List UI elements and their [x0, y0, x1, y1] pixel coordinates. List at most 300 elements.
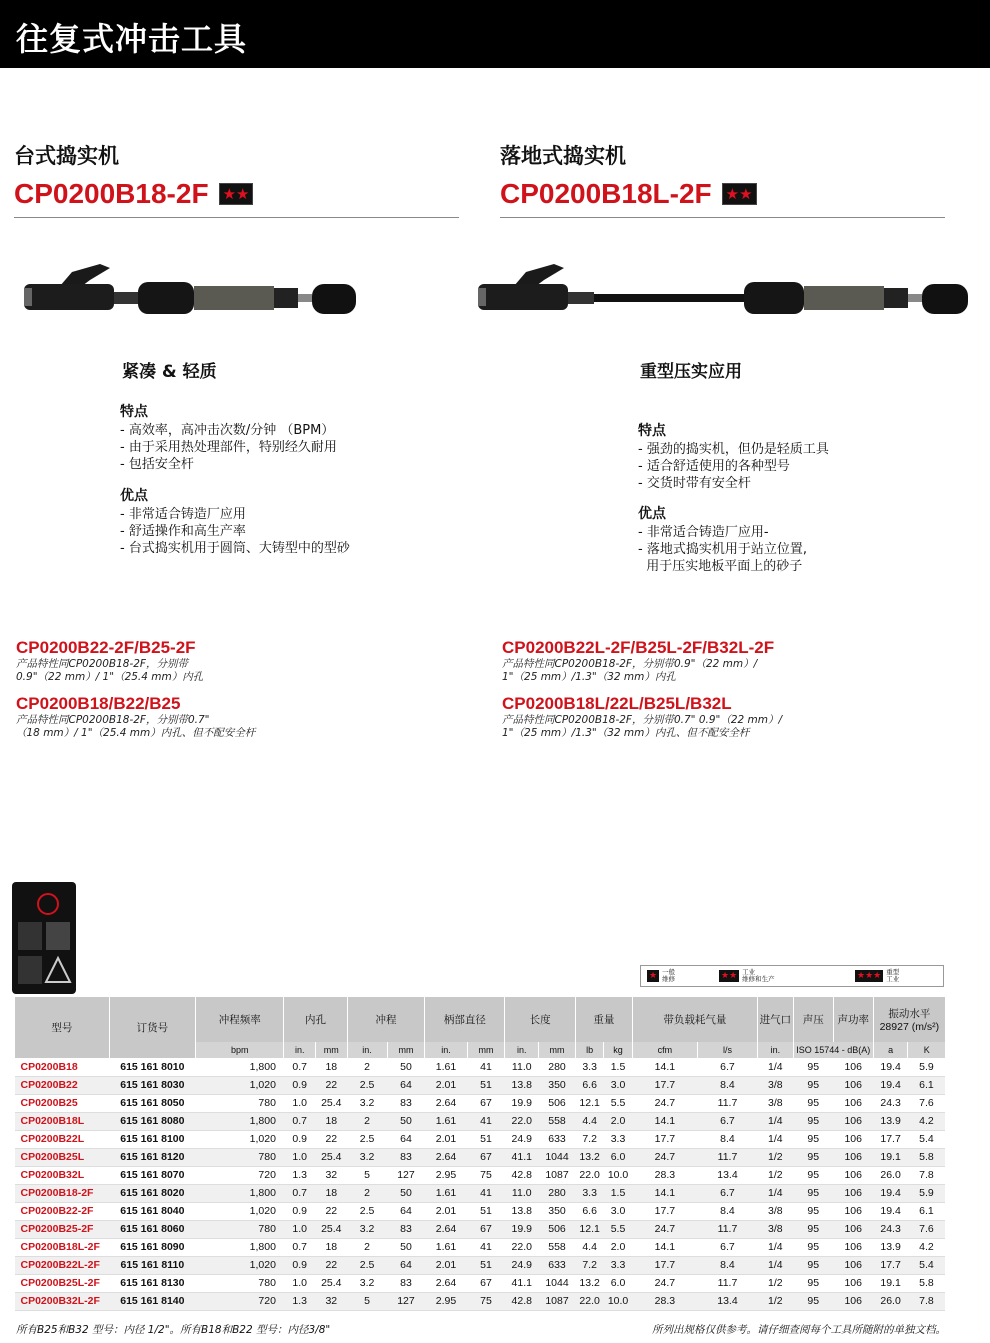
table-cell: 7.6	[908, 1094, 945, 1112]
right-advantage-item: - 落地式捣实机用于站立位置,	[638, 542, 807, 557]
table-cell: 3.0	[604, 1202, 632, 1220]
table-cell: 0.9	[284, 1076, 316, 1094]
table-cell: 13.9	[873, 1238, 908, 1256]
table-cell: 6.7	[697, 1112, 757, 1130]
table-row	[15, 1148, 946, 1166]
table-cell: 2	[347, 1112, 387, 1130]
table-cell: 2	[347, 1058, 387, 1076]
table-cell: 7.6	[908, 1220, 945, 1238]
table-cell: 2.95	[425, 1166, 467, 1184]
table-cell: 7.8	[908, 1166, 945, 1184]
table-cell: 64	[387, 1202, 425, 1220]
col-header: 冲程	[347, 997, 425, 1042]
left-tagline: 紧凑 & 轻质	[122, 362, 217, 382]
table-cell: 2.95	[425, 1292, 467, 1310]
table-cell: 1,020	[196, 1256, 284, 1274]
table-cell: 95	[793, 1274, 833, 1292]
table-cell: 1,800	[196, 1112, 284, 1130]
table-cell: 1/2	[757, 1166, 793, 1184]
table-cell: 13.8	[505, 1202, 539, 1220]
table-cell: 19.4	[873, 1058, 908, 1076]
star-icon: ★	[739, 184, 753, 203]
left-variant-name: CP0200B18/B22/B25	[16, 694, 181, 713]
table-cell: 350	[539, 1202, 576, 1220]
table-cell: 127	[387, 1166, 425, 1184]
table-cell: 1,020	[196, 1202, 284, 1220]
table-cell: 2.5	[347, 1076, 387, 1094]
table-cell: 3.3	[604, 1130, 632, 1148]
table-cell: 280	[539, 1058, 576, 1076]
table-cell: 22	[316, 1130, 348, 1148]
table-cell: 41	[467, 1184, 505, 1202]
table-cell: 1,800	[196, 1058, 284, 1076]
unit: in.	[425, 1042, 467, 1058]
table-cell: 1/2	[757, 1274, 793, 1292]
table-cell: 14.1	[632, 1058, 697, 1076]
table-cell: 6.6	[575, 1076, 603, 1094]
table-cell: 95	[793, 1130, 833, 1148]
table-cell: 3.3	[604, 1256, 632, 1274]
unit: cfm	[632, 1042, 697, 1058]
table-cell: 1,020	[196, 1076, 284, 1094]
table-cell: 95	[793, 1058, 833, 1076]
table-cell: 780	[196, 1274, 284, 1292]
right-feature-item: - 适合舒适使用的各种型号	[638, 459, 790, 474]
table-cell: 50	[387, 1112, 425, 1130]
col-header: 内孔	[284, 997, 347, 1042]
table-cell: 558	[539, 1238, 576, 1256]
table-cell: 633	[539, 1256, 576, 1274]
table-cell: 22.0	[575, 1166, 603, 1184]
cell-model: CP0200B25	[15, 1094, 110, 1112]
table-cell: 18	[316, 1184, 348, 1202]
table-row	[15, 1130, 946, 1148]
footer-note-left: 所有B25和B32 型号：内径 1/2"。所有B18和B22 型号：内径3/8"	[16, 1324, 331, 1336]
table-cell: 64	[387, 1076, 425, 1094]
table-cell: 506	[539, 1220, 576, 1238]
table-cell: 280	[539, 1184, 576, 1202]
table-cell: 18	[316, 1112, 348, 1130]
left-stars	[219, 183, 254, 205]
product-info-badge-icon	[12, 882, 76, 994]
left-feature-item: - 包括安全杆	[120, 457, 194, 472]
table-cell: 6.1	[908, 1076, 945, 1094]
table-row	[15, 1220, 946, 1238]
table-cell: 2.64	[425, 1094, 467, 1112]
table-cell: 3/8	[757, 1220, 793, 1238]
table-cell: 0.7	[284, 1184, 316, 1202]
footer-note-right: 所列出规格仅供参考。请仔细查阅每个工具所随附的单独文档。	[652, 1324, 946, 1336]
table-cell: 1/4	[757, 1238, 793, 1256]
table-cell: 12.1	[575, 1220, 603, 1238]
table-cell: 24.3	[873, 1220, 908, 1238]
table-cell: 14.1	[632, 1112, 697, 1130]
table-cell: 24.7	[632, 1148, 697, 1166]
star-legend	[640, 965, 944, 987]
table-cell: 1.61	[425, 1184, 467, 1202]
table-cell: 11.7	[697, 1148, 757, 1166]
star-icon: ★	[873, 971, 882, 981]
legend-item	[719, 969, 775, 983]
table-cell: 41	[467, 1058, 505, 1076]
table-cell: 106	[833, 1094, 873, 1112]
left-features-heading: 特点	[120, 404, 148, 420]
table-cell: 106	[833, 1184, 873, 1202]
table-cell: 4.4	[575, 1112, 603, 1130]
table-cell: 2.5	[347, 1202, 387, 1220]
table-cell: 127	[387, 1292, 425, 1310]
vib-sub: 28927 (m/s²)	[879, 1021, 940, 1033]
cell-model: CP0200B22L-2F	[15, 1256, 110, 1274]
table-cell: 3.0	[604, 1076, 632, 1094]
table-cell: 95	[793, 1220, 833, 1238]
left-advantage-item: - 舒适操作和高生产率	[120, 524, 246, 539]
table-cell: 1,020	[196, 1130, 284, 1148]
table-cell: 51	[467, 1256, 505, 1274]
star-icon: ★	[649, 971, 658, 981]
cell-order-no: 615 161 8100	[109, 1130, 195, 1148]
table-cell: 4.2	[908, 1112, 945, 1130]
legend-stars	[719, 970, 739, 982]
table-cell: 106	[833, 1202, 873, 1220]
table-cell: 17.7	[632, 1202, 697, 1220]
table-row	[15, 1058, 946, 1076]
table-cell: 95	[793, 1256, 833, 1274]
table-cell: 51	[467, 1130, 505, 1148]
table-cell: 67	[467, 1220, 505, 1238]
legend-item	[855, 969, 899, 983]
table-cell: 0.7	[284, 1058, 316, 1076]
table-cell: 5	[347, 1166, 387, 1184]
table-cell: 106	[833, 1220, 873, 1238]
table-cell: 1/4	[757, 1058, 793, 1076]
table-cell: 1.0	[284, 1274, 316, 1292]
table-cell: 11.7	[697, 1274, 757, 1292]
table-cell: 67	[467, 1274, 505, 1292]
cell-model: CP0200B22	[15, 1076, 110, 1094]
table-cell: 106	[833, 1076, 873, 1094]
table-cell: 83	[387, 1220, 425, 1238]
right-variant-name: CP0200B22L-2F/B25L-2F/B32L-2F	[502, 638, 775, 657]
table-cell: 1.61	[425, 1112, 467, 1130]
table-cell: 25.4	[316, 1094, 348, 1112]
table-cell: 17.7	[873, 1256, 908, 1274]
table-cell: 22.0	[505, 1112, 539, 1130]
table-cell: 95	[793, 1184, 833, 1202]
table-cell: 3.2	[347, 1094, 387, 1112]
unit: ISO 15744 - dB(A)	[793, 1042, 873, 1058]
cell-order-no: 615 161 8030	[109, 1076, 195, 1094]
table-cell: 41	[467, 1238, 505, 1256]
table-cell: 6.0	[604, 1274, 632, 1292]
unit: l/s	[697, 1042, 757, 1058]
right-model-name: CP0200B18L-2F	[500, 177, 712, 209]
table-cell: 7.8	[908, 1292, 945, 1310]
cell-model: CP0200B18L	[15, 1112, 110, 1130]
cell-model: CP0200B25L-2F	[15, 1274, 110, 1292]
table-cell: 720	[196, 1292, 284, 1310]
table-cell: 13.8	[505, 1076, 539, 1094]
table-cell: 0.9	[284, 1202, 316, 1220]
table-cell: 11.0	[505, 1184, 539, 1202]
table-cell: 2.64	[425, 1274, 467, 1292]
table-cell: 19.1	[873, 1148, 908, 1166]
table-cell: 13.4	[697, 1292, 757, 1310]
cell-model: CP0200B25-2F	[15, 1220, 110, 1238]
table-cell: 1.3	[284, 1166, 316, 1184]
cell-order-no: 615 161 8110	[109, 1256, 195, 1274]
table-cell: 5.9	[908, 1058, 945, 1076]
table-cell: 3.3	[575, 1184, 603, 1202]
table-cell: 1.3	[284, 1292, 316, 1310]
left-feature-item: - 由于采用热处理部件，特别经久耐用	[120, 440, 337, 455]
col-header: 声功率	[833, 997, 873, 1042]
legend-line: 维修和生产	[742, 975, 775, 983]
star-icon: ★	[857, 971, 866, 981]
table-cell: 0.9	[284, 1256, 316, 1274]
table-cell: 24.9	[505, 1256, 539, 1274]
table-cell: 95	[793, 1148, 833, 1166]
unit: K	[908, 1042, 945, 1058]
col-header: 型号	[15, 997, 110, 1058]
table-cell: 17.7	[632, 1256, 697, 1274]
table-cell: 42.8	[505, 1292, 539, 1310]
table-row	[15, 1202, 946, 1220]
table-cell: 83	[387, 1148, 425, 1166]
cell-model: CP0200B18L-2F	[15, 1238, 110, 1256]
table-cell: 106	[833, 1274, 873, 1292]
legend-item	[647, 969, 675, 983]
col-header	[873, 997, 945, 1042]
left-variant	[16, 638, 203, 684]
cell-order-no: 615 161 8120	[109, 1148, 195, 1166]
table-cell: 106	[833, 1256, 873, 1274]
table-cell: 106	[833, 1148, 873, 1166]
table-cell: 64	[387, 1130, 425, 1148]
table-cell: 0.7	[284, 1112, 316, 1130]
right-advantages-heading: 优点	[638, 506, 666, 522]
table-cell: 2.0	[604, 1112, 632, 1130]
unit: mm	[467, 1042, 505, 1058]
col-header: 声压	[793, 997, 833, 1042]
table-cell: 1.61	[425, 1058, 467, 1076]
left-category: 台式捣实机	[14, 144, 119, 168]
table-cell: 2.64	[425, 1148, 467, 1166]
table-cell: 3.2	[347, 1274, 387, 1292]
cell-model: CP0200B25L	[15, 1148, 110, 1166]
table-cell: 3/8	[757, 1094, 793, 1112]
right-advantage-item: - 非常适合铸造厂应用-	[638, 525, 769, 540]
legend-line: 一般	[662, 968, 676, 976]
right-tagline: 重型压实应用	[640, 362, 742, 382]
table-cell: 67	[467, 1148, 505, 1166]
right-feature-item: - 强劲的捣实机，但仍是轻质工具	[638, 442, 829, 457]
star-icon: ★	[721, 971, 730, 981]
table-cell: 106	[833, 1058, 873, 1076]
unit: mm	[539, 1042, 576, 1058]
table-cell: 83	[387, 1094, 425, 1112]
star-icon: ★	[725, 184, 740, 203]
table-row	[15, 1166, 946, 1184]
table-cell: 25.4	[316, 1148, 348, 1166]
table-cell: 8.4	[697, 1076, 757, 1094]
col-header: 冲程频率	[196, 997, 284, 1042]
table-cell: 6.7	[697, 1238, 757, 1256]
table-cell: 13.2	[575, 1148, 603, 1166]
table-cell: 22.0	[505, 1238, 539, 1256]
table-cell: 1/4	[757, 1112, 793, 1130]
table-cell: 95	[793, 1094, 833, 1112]
left-features	[120, 404, 337, 473]
col-header: 进气口	[757, 997, 793, 1042]
table-cell: 6.6	[575, 1202, 603, 1220]
unit: in.	[347, 1042, 387, 1058]
right-advantages	[638, 506, 807, 575]
table-cell: 7.2	[575, 1130, 603, 1148]
legend-stars	[647, 970, 659, 982]
table-cell: 19.4	[873, 1184, 908, 1202]
left-advantages-heading: 优点	[120, 488, 148, 504]
table-cell: 19.1	[873, 1274, 908, 1292]
table-cell: 2	[347, 1238, 387, 1256]
table-cell: 95	[793, 1238, 833, 1256]
table-cell: 1/4	[757, 1130, 793, 1148]
left-variant-desc: 产品特性同CP0200B18-2F，分别带0.7" （18 mm）/ 1"（25.4 mm）内孔、但不配安全杆	[16, 714, 256, 739]
table-cell: 95	[793, 1166, 833, 1184]
table-cell: 3/8	[757, 1076, 793, 1094]
table-cell: 2.01	[425, 1130, 467, 1148]
vib-header: 振动水平	[888, 1008, 931, 1020]
cell-model: CP0200B18-2F	[15, 1184, 110, 1202]
table-cell: 50	[387, 1058, 425, 1076]
unit: in.	[284, 1042, 316, 1058]
table-cell: 5.4	[908, 1130, 945, 1148]
table-cell: 1.0	[284, 1148, 316, 1166]
table-cell: 24.3	[873, 1094, 908, 1112]
table-cell: 3.2	[347, 1220, 387, 1238]
left-model-row	[14, 170, 459, 218]
table-cell: 1/2	[757, 1148, 793, 1166]
table-cell: 1/2	[757, 1292, 793, 1310]
table-cell: 506	[539, 1094, 576, 1112]
table-cell: 50	[387, 1238, 425, 1256]
left-advantage-item: - 台式捣实机用于圆筒、大铸型中的型砂	[120, 541, 350, 556]
table-cell: 5.5	[604, 1094, 632, 1112]
cell-order-no: 615 161 8070	[109, 1166, 195, 1184]
table-cell: 5.4	[908, 1256, 945, 1274]
table-cell: 780	[196, 1148, 284, 1166]
table-cell: 22.0	[575, 1292, 603, 1310]
table-cell: 22	[316, 1076, 348, 1094]
table-cell: 17.7	[632, 1130, 697, 1148]
table-cell: 7.2	[575, 1256, 603, 1274]
table-cell: 1.0	[284, 1094, 316, 1112]
table-cell: 2.64	[425, 1220, 467, 1238]
table-cell: 26.0	[873, 1292, 908, 1310]
table-cell: 2	[347, 1184, 387, 1202]
table-cell: 2.5	[347, 1130, 387, 1148]
table-cell: 8.4	[697, 1256, 757, 1274]
table-cell: 1.0	[284, 1220, 316, 1238]
table-cell: 22	[316, 1202, 348, 1220]
table-cell: 18	[316, 1058, 348, 1076]
unit: in.	[505, 1042, 539, 1058]
left-advantages	[120, 488, 350, 557]
cell-order-no: 615 161 8020	[109, 1184, 195, 1202]
spec-table	[14, 997, 945, 1311]
table-cell: 5	[347, 1292, 387, 1310]
table-cell: 0.9	[284, 1130, 316, 1148]
table-cell: 75	[467, 1292, 505, 1310]
legend-line: 维修	[662, 975, 676, 983]
table-row	[15, 1076, 946, 1094]
cell-model: CP0200B22-2F	[15, 1202, 110, 1220]
table-row	[15, 1238, 946, 1256]
table-cell: 106	[833, 1238, 873, 1256]
table-cell: 2.0	[604, 1238, 632, 1256]
cell-order-no: 615 161 8050	[109, 1094, 195, 1112]
star-icon: ★	[865, 971, 874, 981]
table-cell: 720	[196, 1166, 284, 1184]
table-cell: 1044	[539, 1274, 576, 1292]
table-cell: 75	[467, 1166, 505, 1184]
table-cell: 1.61	[425, 1238, 467, 1256]
table-cell: 24.7	[632, 1274, 697, 1292]
table-cell: 18	[316, 1238, 348, 1256]
table-cell: 0.7	[284, 1238, 316, 1256]
table-cell: 6.1	[908, 1202, 945, 1220]
table-cell: 6.7	[697, 1058, 757, 1076]
left-variant-name: CP0200B22-2F/B25-2F	[16, 638, 196, 657]
table-row	[15, 1112, 946, 1130]
table-cell: 14.1	[632, 1184, 697, 1202]
right-advantage-item: 用于压实地板平面上的砂子	[638, 559, 803, 574]
cell-order-no: 615 161 8130	[109, 1274, 195, 1292]
table-cell: 95	[793, 1202, 833, 1220]
table-cell: 11.7	[697, 1220, 757, 1238]
right-variant-desc: 产品特性同CP0200B18-2F，分别带0.7" 0.9"（22 mm）/ 1"（25 mm）/1.3"（32 mm）内孔、但不配安全杆	[502, 714, 783, 739]
star-icon: ★	[222, 184, 237, 203]
table-cell: 13.4	[697, 1166, 757, 1184]
unit: kg	[604, 1042, 632, 1058]
table-cell: 1/4	[757, 1184, 793, 1202]
col-header: 订货号	[109, 997, 195, 1058]
table-cell: 24.7	[632, 1220, 697, 1238]
legend-line: 工业	[742, 968, 756, 976]
table-cell: 14.1	[632, 1238, 697, 1256]
table-cell: 32	[316, 1292, 348, 1310]
table-cell: 95	[793, 1292, 833, 1310]
table-row	[15, 1184, 946, 1202]
table-cell: 19.4	[873, 1202, 908, 1220]
right-variant	[502, 694, 782, 740]
cell-model: CP0200B18	[15, 1058, 110, 1076]
right-product	[500, 140, 945, 218]
table-cell: 1.5	[604, 1058, 632, 1076]
table-row	[15, 1256, 946, 1274]
table-cell: 4.4	[575, 1238, 603, 1256]
star-icon: ★	[236, 184, 250, 203]
table-row	[15, 1274, 946, 1292]
table-cell: 51	[467, 1202, 505, 1220]
table-cell: 3.3	[575, 1058, 603, 1076]
table-cell: 25.4	[316, 1274, 348, 1292]
floor-rammer-image	[474, 258, 984, 328]
cell-order-no: 615 161 8090	[109, 1238, 195, 1256]
cell-model: CP0200B22L	[15, 1130, 110, 1148]
table-cell: 24.7	[632, 1094, 697, 1112]
left-advantage-item: - 非常适合铸造厂应用	[120, 507, 246, 522]
